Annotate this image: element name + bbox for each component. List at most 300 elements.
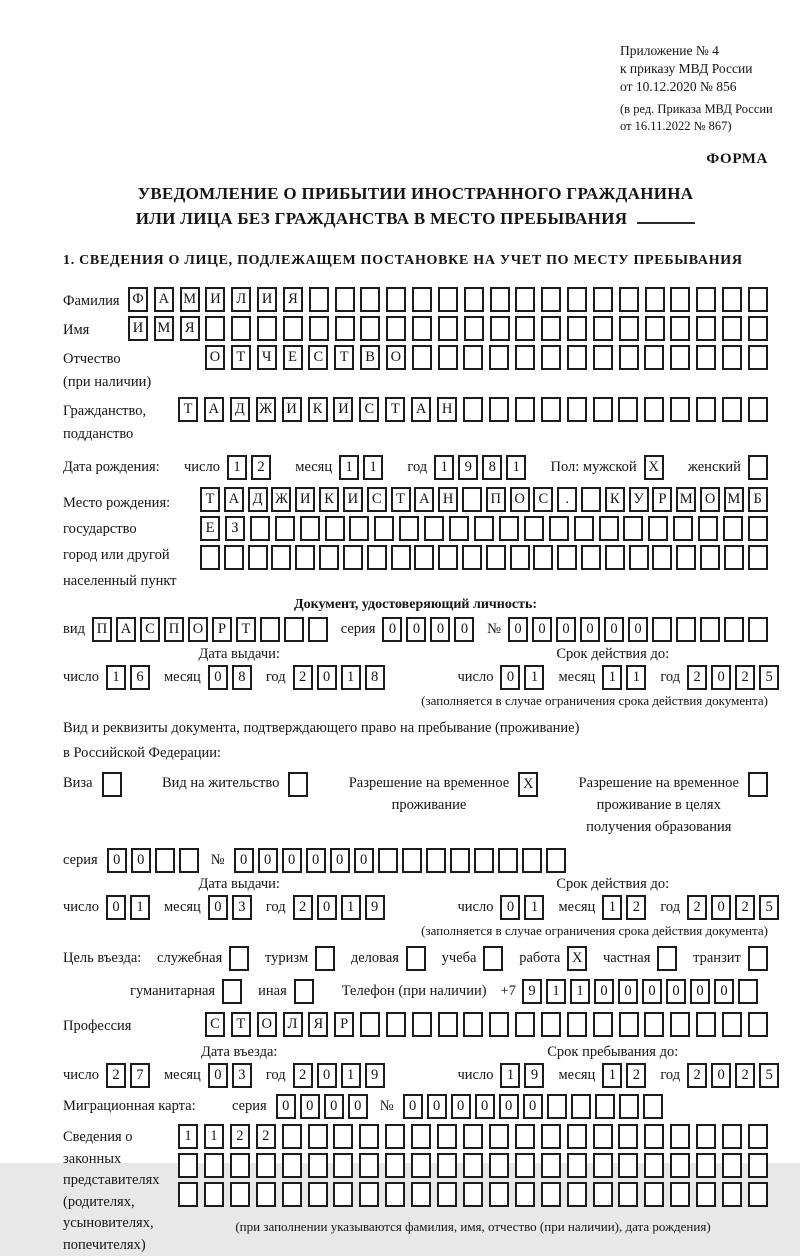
- char-cell[interactable]: 1: [106, 665, 126, 690]
- char-cell[interactable]: [231, 316, 251, 341]
- char-cell[interactable]: [474, 848, 494, 873]
- char-cell[interactable]: 0: [208, 895, 228, 920]
- char-cell[interactable]: 2: [230, 1124, 250, 1149]
- char-cell[interactable]: 2: [626, 895, 646, 920]
- char-cell[interactable]: [522, 848, 542, 873]
- char-cell[interactable]: [284, 617, 304, 642]
- char-cell[interactable]: [308, 1182, 328, 1207]
- char-cell[interactable]: [619, 345, 639, 370]
- char-cell[interactable]: П: [164, 617, 184, 642]
- char-cell[interactable]: [308, 1153, 328, 1178]
- char-cell[interactable]: [593, 1012, 613, 1037]
- char-cell[interactable]: [619, 316, 639, 341]
- char-cell[interactable]: 2: [293, 895, 313, 920]
- char-cell[interactable]: [515, 1153, 535, 1178]
- char-cell[interactable]: 0: [234, 848, 254, 873]
- char-cell[interactable]: 0: [282, 848, 302, 873]
- char-cell[interactable]: 0: [317, 895, 337, 920]
- char-cell[interactable]: М: [724, 487, 744, 512]
- char-cell[interactable]: [385, 1182, 405, 1207]
- char-cell[interactable]: [644, 1124, 664, 1149]
- char-cell[interactable]: [343, 545, 363, 570]
- char-cell[interactable]: [515, 1182, 535, 1207]
- char-cell[interactable]: [333, 1182, 353, 1207]
- char-cell[interactable]: 0: [454, 617, 474, 642]
- char-cell[interactable]: [437, 1182, 457, 1207]
- char-cell[interactable]: 0: [508, 617, 528, 642]
- char-cell[interactable]: 5: [759, 665, 779, 690]
- char-cell[interactable]: 1: [341, 895, 361, 920]
- char-cell[interactable]: [748, 1153, 768, 1178]
- char-cell[interactable]: [309, 287, 329, 312]
- char-cell[interactable]: [515, 397, 535, 422]
- char-cell[interactable]: 1: [570, 979, 590, 1004]
- char-cell[interactable]: [309, 316, 329, 341]
- char-cell[interactable]: [333, 1124, 353, 1149]
- checkbox-inaya[interactable]: [294, 979, 314, 1004]
- char-cell[interactable]: [722, 1124, 742, 1149]
- char-cell[interactable]: 1: [341, 665, 361, 690]
- char-cell[interactable]: [567, 345, 587, 370]
- char-cell[interactable]: [541, 287, 561, 312]
- char-cell[interactable]: [359, 1182, 379, 1207]
- char-cell[interactable]: 1: [506, 455, 526, 480]
- char-cell[interactable]: [256, 1182, 276, 1207]
- char-cell[interactable]: [676, 545, 696, 570]
- char-cell[interactable]: [722, 1012, 742, 1037]
- char-cell[interactable]: [230, 1182, 250, 1207]
- char-cell[interactable]: [696, 1124, 716, 1149]
- char-cell[interactable]: [541, 1012, 561, 1037]
- char-cell[interactable]: И: [295, 487, 315, 512]
- char-cell[interactable]: 9: [365, 1063, 385, 1088]
- char-cell[interactable]: 9: [458, 455, 478, 480]
- char-cell[interactable]: [670, 287, 690, 312]
- char-cell[interactable]: [738, 979, 758, 1004]
- char-cell[interactable]: [205, 316, 225, 341]
- char-cell[interactable]: М: [180, 287, 200, 312]
- char-cell[interactable]: [567, 1124, 587, 1149]
- char-cell[interactable]: [463, 1012, 483, 1037]
- char-cell[interactable]: [676, 617, 696, 642]
- char-cell[interactable]: 0: [430, 617, 450, 642]
- char-cell[interactable]: З: [225, 516, 245, 541]
- char-cell[interactable]: [414, 545, 434, 570]
- char-cell[interactable]: 0: [500, 895, 520, 920]
- char-cell[interactable]: П: [92, 617, 112, 642]
- char-cell[interactable]: [593, 397, 613, 422]
- char-cell[interactable]: [489, 1153, 509, 1178]
- char-cell[interactable]: [541, 1182, 561, 1207]
- char-cell[interactable]: 1: [500, 1063, 520, 1088]
- char-cell[interactable]: [670, 316, 690, 341]
- char-cell[interactable]: [378, 848, 398, 873]
- char-cell[interactable]: Т: [178, 397, 198, 422]
- char-cell[interactable]: [360, 316, 380, 341]
- char-cell[interactable]: [367, 545, 387, 570]
- char-cell[interactable]: 8: [232, 665, 252, 690]
- char-cell[interactable]: 0: [499, 1094, 519, 1119]
- char-cell[interactable]: [748, 545, 768, 570]
- checkbox-male[interactable]: X: [644, 455, 664, 480]
- char-cell[interactable]: 0: [666, 979, 686, 1004]
- char-cell[interactable]: 0: [475, 1094, 495, 1119]
- char-cell[interactable]: 0: [711, 665, 731, 690]
- char-cell[interactable]: [696, 1012, 716, 1037]
- char-cell[interactable]: [386, 316, 406, 341]
- char-cell[interactable]: [463, 345, 483, 370]
- char-cell[interactable]: [670, 1124, 690, 1149]
- char-cell[interactable]: 9: [365, 895, 385, 920]
- char-cell[interactable]: А: [411, 397, 431, 422]
- char-cell[interactable]: [489, 345, 509, 370]
- char-cell[interactable]: 0: [580, 617, 600, 642]
- char-cell[interactable]: [499, 516, 519, 541]
- char-cell[interactable]: [644, 1182, 664, 1207]
- char-cell[interactable]: [643, 1094, 663, 1119]
- char-cell[interactable]: [489, 397, 509, 422]
- char-cell[interactable]: [438, 545, 458, 570]
- char-cell[interactable]: Т: [200, 487, 220, 512]
- char-cell[interactable]: [412, 1012, 432, 1037]
- char-cell[interactable]: [673, 516, 693, 541]
- char-cell[interactable]: 1: [602, 895, 622, 920]
- char-cell[interactable]: Р: [334, 1012, 354, 1037]
- checkbox-chastnaya[interactable]: [657, 946, 677, 971]
- char-cell[interactable]: [722, 397, 742, 422]
- char-cell[interactable]: [359, 1153, 379, 1178]
- char-cell[interactable]: 0: [107, 848, 127, 873]
- char-cell[interactable]: 0: [500, 665, 520, 690]
- char-cell[interactable]: [599, 516, 619, 541]
- checkbox-residence-permit[interactable]: [288, 772, 308, 797]
- char-cell[interactable]: [462, 487, 482, 512]
- char-cell[interactable]: Т: [334, 345, 354, 370]
- char-cell[interactable]: [748, 345, 768, 370]
- char-cell[interactable]: И: [282, 397, 302, 422]
- char-cell[interactable]: 2: [293, 1063, 313, 1088]
- char-cell[interactable]: [644, 397, 664, 422]
- char-cell[interactable]: Л: [283, 1012, 303, 1037]
- char-cell[interactable]: [282, 1182, 302, 1207]
- char-cell[interactable]: Д: [248, 487, 268, 512]
- char-cell[interactable]: [335, 287, 355, 312]
- char-cell[interactable]: [462, 545, 482, 570]
- char-cell[interactable]: 1: [546, 979, 566, 1004]
- char-cell[interactable]: 0: [711, 895, 731, 920]
- char-cell[interactable]: 0: [451, 1094, 471, 1119]
- char-cell[interactable]: Ж: [271, 487, 291, 512]
- char-cell[interactable]: [722, 316, 742, 341]
- char-cell[interactable]: [438, 287, 458, 312]
- char-cell[interactable]: [623, 516, 643, 541]
- char-cell[interactable]: С: [205, 1012, 225, 1037]
- char-cell[interactable]: [333, 1153, 353, 1178]
- char-cell[interactable]: Т: [385, 397, 405, 422]
- char-cell[interactable]: [549, 516, 569, 541]
- char-cell[interactable]: 0: [604, 617, 624, 642]
- char-cell[interactable]: [412, 316, 432, 341]
- char-cell[interactable]: 5: [759, 1063, 779, 1088]
- char-cell[interactable]: [335, 316, 355, 341]
- checkbox-visa[interactable]: [102, 772, 122, 797]
- char-cell[interactable]: [547, 1094, 567, 1119]
- char-cell[interactable]: [464, 316, 484, 341]
- char-cell[interactable]: [670, 1012, 690, 1037]
- char-cell[interactable]: [515, 1124, 535, 1149]
- checkbox-temp-residence-education[interactable]: [748, 772, 768, 797]
- char-cell[interactable]: И: [333, 397, 353, 422]
- char-cell[interactable]: [722, 1153, 742, 1178]
- char-cell[interactable]: [748, 397, 768, 422]
- char-cell[interactable]: [581, 487, 601, 512]
- char-cell[interactable]: [574, 516, 594, 541]
- char-cell[interactable]: С: [367, 487, 387, 512]
- char-cell[interactable]: [359, 1124, 379, 1149]
- char-cell[interactable]: О: [386, 345, 406, 370]
- char-cell[interactable]: [385, 1153, 405, 1178]
- char-cell[interactable]: П: [486, 487, 506, 512]
- char-cell[interactable]: [260, 617, 280, 642]
- char-cell[interactable]: .: [557, 487, 577, 512]
- char-cell[interactable]: 1: [602, 665, 622, 690]
- char-cell[interactable]: [411, 1153, 431, 1178]
- char-cell[interactable]: [619, 287, 639, 312]
- char-cell[interactable]: [619, 1094, 639, 1119]
- char-cell[interactable]: 1: [363, 455, 383, 480]
- char-cell[interactable]: [155, 848, 175, 873]
- char-cell[interactable]: [541, 1153, 561, 1178]
- char-cell[interactable]: [412, 345, 432, 370]
- char-cell[interactable]: [722, 345, 742, 370]
- char-cell[interactable]: [644, 1153, 664, 1178]
- char-cell[interactable]: 0: [690, 979, 710, 1004]
- char-cell[interactable]: [178, 1182, 198, 1207]
- checkbox-gumanitarnaya[interactable]: [222, 979, 242, 1004]
- char-cell[interactable]: 0: [208, 1063, 228, 1088]
- char-cell[interactable]: [670, 1153, 690, 1178]
- char-cell[interactable]: 0: [324, 1094, 344, 1119]
- char-cell[interactable]: [450, 848, 470, 873]
- char-cell[interactable]: [515, 345, 535, 370]
- char-cell[interactable]: И: [257, 287, 277, 312]
- char-cell[interactable]: 0: [711, 1063, 731, 1088]
- char-cell[interactable]: К: [605, 487, 625, 512]
- char-cell[interactable]: [595, 1094, 615, 1119]
- char-cell[interactable]: Т: [231, 1012, 251, 1037]
- char-cell[interactable]: [644, 345, 664, 370]
- char-cell[interactable]: [283, 316, 303, 341]
- checkbox-temp-residence[interactable]: X: [518, 772, 538, 797]
- char-cell[interactable]: Ч: [257, 345, 277, 370]
- char-cell[interactable]: [399, 516, 419, 541]
- char-cell[interactable]: [618, 1182, 638, 1207]
- char-cell[interactable]: 3: [232, 895, 252, 920]
- char-cell[interactable]: 1: [602, 1063, 622, 1088]
- char-cell[interactable]: [533, 545, 553, 570]
- char-cell[interactable]: 1: [227, 455, 247, 480]
- char-cell[interactable]: М: [676, 487, 696, 512]
- char-cell[interactable]: [645, 316, 665, 341]
- char-cell[interactable]: 2: [626, 1063, 646, 1088]
- char-cell[interactable]: [748, 1182, 768, 1207]
- checkbox-delovaya[interactable]: [406, 946, 426, 971]
- char-cell[interactable]: Н: [437, 397, 457, 422]
- char-cell[interactable]: 1: [524, 665, 544, 690]
- char-cell[interactable]: [629, 545, 649, 570]
- char-cell[interactable]: 0: [300, 1094, 320, 1119]
- char-cell[interactable]: [349, 516, 369, 541]
- char-cell[interactable]: А: [116, 617, 136, 642]
- char-cell[interactable]: 0: [594, 979, 614, 1004]
- char-cell[interactable]: С: [359, 397, 379, 422]
- char-cell[interactable]: [489, 1012, 509, 1037]
- char-cell[interactable]: Н: [438, 487, 458, 512]
- char-cell[interactable]: [295, 545, 315, 570]
- char-cell[interactable]: [593, 1153, 613, 1178]
- char-cell[interactable]: [567, 316, 587, 341]
- char-cell[interactable]: Е: [200, 516, 220, 541]
- char-cell[interactable]: 0: [618, 979, 638, 1004]
- char-cell[interactable]: [490, 287, 510, 312]
- char-cell[interactable]: [593, 287, 613, 312]
- char-cell[interactable]: 0: [317, 1063, 337, 1088]
- char-cell[interactable]: 1: [339, 455, 359, 480]
- char-cell[interactable]: 1: [341, 1063, 361, 1088]
- char-cell[interactable]: [424, 516, 444, 541]
- char-cell[interactable]: 0: [330, 848, 350, 873]
- char-cell[interactable]: [463, 1153, 483, 1178]
- char-cell[interactable]: 2: [687, 665, 707, 690]
- char-cell[interactable]: [489, 1124, 509, 1149]
- char-cell[interactable]: Д: [230, 397, 250, 422]
- checkbox-turizm[interactable]: [315, 946, 335, 971]
- char-cell[interactable]: [698, 516, 718, 541]
- char-cell[interactable]: [567, 397, 587, 422]
- char-cell[interactable]: 0: [427, 1094, 447, 1119]
- char-cell[interactable]: [571, 1094, 591, 1119]
- char-cell[interactable]: 6: [130, 665, 150, 690]
- char-cell[interactable]: [748, 1012, 768, 1037]
- char-cell[interactable]: О: [188, 617, 208, 642]
- char-cell[interactable]: 0: [258, 848, 278, 873]
- checkbox-tranzit[interactable]: [748, 946, 768, 971]
- char-cell[interactable]: 2: [735, 1063, 755, 1088]
- char-cell[interactable]: [696, 1182, 716, 1207]
- char-cell[interactable]: 8: [365, 665, 385, 690]
- char-cell[interactable]: 8: [482, 455, 502, 480]
- char-cell[interactable]: 0: [106, 895, 126, 920]
- char-cell[interactable]: [748, 287, 768, 312]
- char-cell[interactable]: [593, 1182, 613, 1207]
- char-cell[interactable]: [250, 516, 270, 541]
- char-cell[interactable]: 0: [523, 1094, 543, 1119]
- char-cell[interactable]: [515, 1012, 535, 1037]
- char-cell[interactable]: Т: [236, 617, 256, 642]
- char-cell[interactable]: [748, 1124, 768, 1149]
- char-cell[interactable]: [319, 545, 339, 570]
- char-cell[interactable]: О: [257, 1012, 277, 1037]
- char-cell[interactable]: И: [205, 287, 225, 312]
- char-cell[interactable]: [618, 1153, 638, 1178]
- char-cell[interactable]: [256, 1153, 276, 1178]
- char-cell[interactable]: С: [140, 617, 160, 642]
- char-cell[interactable]: [490, 316, 510, 341]
- char-cell[interactable]: [449, 516, 469, 541]
- char-cell[interactable]: [230, 1153, 250, 1178]
- char-cell[interactable]: [412, 287, 432, 312]
- char-cell[interactable]: [515, 316, 535, 341]
- char-cell[interactable]: С: [308, 345, 328, 370]
- char-cell[interactable]: [386, 287, 406, 312]
- char-cell[interactable]: [438, 316, 458, 341]
- char-cell[interactable]: О: [510, 487, 530, 512]
- char-cell[interactable]: Е: [283, 345, 303, 370]
- char-cell[interactable]: 0: [403, 1094, 423, 1119]
- char-cell[interactable]: [515, 287, 535, 312]
- checkbox-rabota[interactable]: X: [567, 946, 587, 971]
- char-cell[interactable]: [438, 1012, 458, 1037]
- char-cell[interactable]: [463, 1182, 483, 1207]
- char-cell[interactable]: [700, 545, 720, 570]
- char-cell[interactable]: [557, 545, 577, 570]
- char-cell[interactable]: 0: [406, 617, 426, 642]
- char-cell[interactable]: [271, 545, 291, 570]
- char-cell[interactable]: [386, 1012, 406, 1037]
- char-cell[interactable]: А: [154, 287, 174, 312]
- char-cell[interactable]: [696, 1153, 716, 1178]
- char-cell[interactable]: [360, 1012, 380, 1037]
- char-cell[interactable]: 1: [524, 895, 544, 920]
- char-cell[interactable]: 1: [626, 665, 646, 690]
- char-cell[interactable]: 0: [628, 617, 648, 642]
- char-cell[interactable]: [696, 316, 716, 341]
- char-cell[interactable]: [308, 1124, 328, 1149]
- char-cell[interactable]: [438, 345, 458, 370]
- char-cell[interactable]: [567, 1182, 587, 1207]
- char-cell[interactable]: [605, 545, 625, 570]
- char-cell[interactable]: [722, 1182, 742, 1207]
- checkbox-sluzhebnaya[interactable]: [229, 946, 249, 971]
- char-cell[interactable]: 2: [735, 895, 755, 920]
- char-cell[interactable]: 2: [687, 1063, 707, 1088]
- char-cell[interactable]: [696, 397, 716, 422]
- char-cell[interactable]: 5: [759, 895, 779, 920]
- char-cell[interactable]: [524, 516, 544, 541]
- char-cell[interactable]: Я: [308, 1012, 328, 1037]
- char-cell[interactable]: А: [414, 487, 434, 512]
- char-cell[interactable]: К: [319, 487, 339, 512]
- char-cell[interactable]: 0: [348, 1094, 368, 1119]
- char-cell[interactable]: Р: [212, 617, 232, 642]
- char-cell[interactable]: Ф: [128, 287, 148, 312]
- char-cell[interactable]: [541, 397, 561, 422]
- char-cell[interactable]: [696, 345, 716, 370]
- char-cell[interactable]: [670, 397, 690, 422]
- char-cell[interactable]: 2: [251, 455, 271, 480]
- checkbox-female[interactable]: [748, 455, 768, 480]
- char-cell[interactable]: [581, 545, 601, 570]
- char-cell[interactable]: [391, 545, 411, 570]
- char-cell[interactable]: [426, 848, 446, 873]
- char-cell[interactable]: Т: [391, 487, 411, 512]
- char-cell[interactable]: Я: [283, 287, 303, 312]
- char-cell[interactable]: [464, 287, 484, 312]
- char-cell[interactable]: [474, 516, 494, 541]
- char-cell[interactable]: М: [154, 316, 174, 341]
- char-cell[interactable]: [510, 545, 530, 570]
- char-cell[interactable]: [644, 1012, 664, 1037]
